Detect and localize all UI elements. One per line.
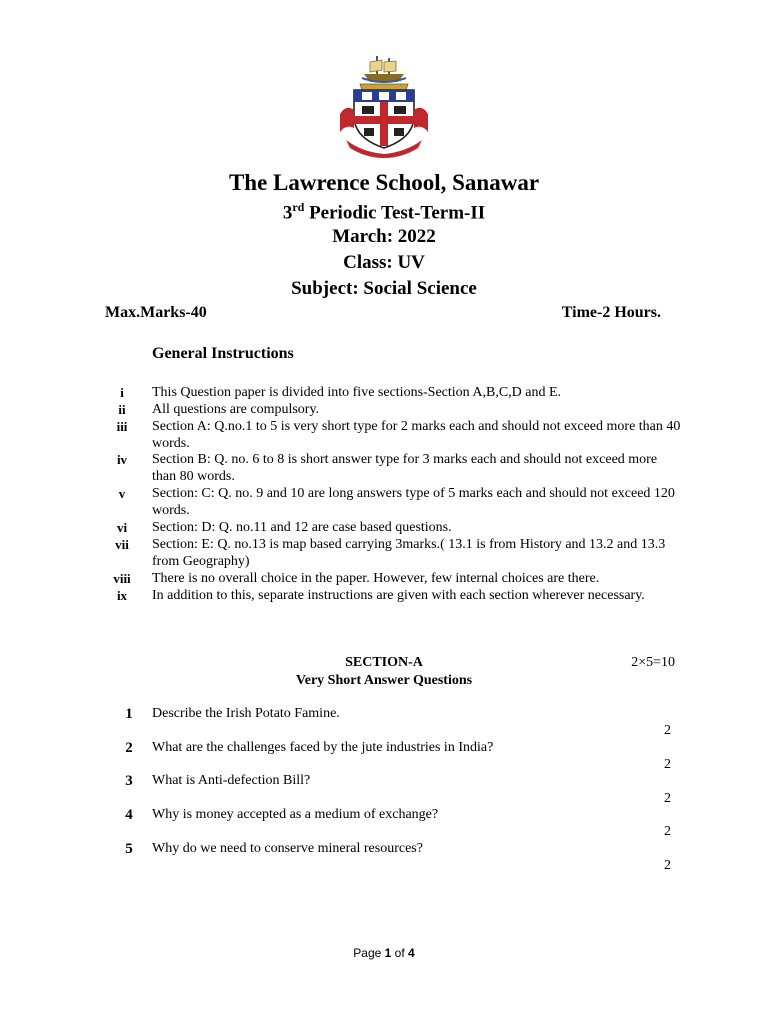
instruction-text: There is no overall choice in the paper. However, few internal choices are there. bbox=[152, 571, 600, 586]
page-total: 4 bbox=[408, 946, 415, 960]
section-a-title: SECTION-A bbox=[345, 655, 423, 670]
instruction-number: ii bbox=[118, 402, 126, 417]
school-name: The Lawrence School, Sanawar bbox=[228, 170, 540, 195]
instruction-number: i bbox=[120, 385, 124, 400]
instruction-number: viii bbox=[113, 571, 131, 586]
question-text: Describe the Irish Potato Famine. bbox=[152, 706, 340, 721]
question-number: 4 bbox=[125, 807, 133, 823]
question-number: 5 bbox=[125, 841, 133, 857]
ship-icon bbox=[362, 56, 406, 82]
section-a-marks: 2×5=10 bbox=[631, 655, 675, 670]
test-ordinal: 3 bbox=[282, 202, 293, 224]
question-marks: 2 bbox=[664, 824, 671, 839]
test-name: Periodic Test-Term-II bbox=[304, 202, 486, 224]
test-date: March: 2022 bbox=[332, 226, 436, 247]
question-number: 1 bbox=[125, 706, 133, 722]
question-text: Why do we need to conserve mineral resources? bbox=[152, 841, 423, 856]
question-marks: 2 bbox=[664, 791, 671, 806]
instruction-text: All questions are compulsory. bbox=[152, 402, 320, 417]
question-text: Why is money accepted as a medium of exchange? bbox=[152, 807, 439, 822]
of-label: of bbox=[391, 946, 409, 960]
instruction-text: Section: D: Q. no.11 and 12 are case based questions. bbox=[152, 520, 452, 535]
test-title bbox=[0, 200, 768, 224]
question-marks: 2 bbox=[664, 858, 671, 873]
instruction-number: vi bbox=[116, 520, 128, 535]
section-a-subtitle: Very Short Answer Questions bbox=[295, 673, 473, 688]
max-marks: Max.Marks-40 bbox=[105, 304, 207, 321]
test-subject: Subject: Social Science bbox=[291, 278, 477, 299]
school-crest-logo bbox=[332, 54, 436, 158]
page-footer bbox=[0, 946, 768, 960]
page-number: 1 bbox=[384, 946, 392, 960]
instruction-text: In addition to this, separate instructions are given with each section wherever necessary. bbox=[152, 588, 645, 603]
instruction-number: iii bbox=[116, 419, 128, 434]
page-label: Page bbox=[353, 946, 385, 960]
instruction-text: Section B: Q. no. 6 to 8 is short answer type for 3 marks each and should not exceed more than 80 words. bbox=[152, 452, 658, 484]
instruction-number: vii bbox=[115, 537, 129, 552]
instruction-number: ix bbox=[116, 588, 128, 603]
time-allowed: Time-2 Hours. bbox=[561, 304, 661, 321]
question-number: 3 bbox=[125, 773, 133, 789]
general-instructions-heading: General Instructions bbox=[152, 345, 294, 362]
question-marks: 2 bbox=[664, 757, 671, 772]
question-number: 2 bbox=[125, 740, 133, 756]
instruction-text: Section: C: Q. no. 9 and 10 are long answers type of 5 marks each and should not exceed 120 words. bbox=[152, 486, 675, 518]
question-text: What is Anti-defection Bill? bbox=[152, 773, 311, 788]
instruction-text: Section: E: Q. no.13 is map based carrying 3marks.( 13.1 is from History and 13.2 and 13.3 from Geography) bbox=[152, 537, 666, 569]
instruction-number: iv bbox=[116, 452, 128, 467]
test-ordinal-suffix: rd bbox=[292, 200, 305, 214]
question-text: What are the challenges faced by the jute industries in India? bbox=[152, 740, 494, 755]
test-class: Class: UV bbox=[343, 252, 425, 273]
instruction-number: v bbox=[118, 486, 126, 501]
question-marks: 2 bbox=[664, 723, 671, 738]
instruction-text: This Question paper is divided into five sections-Section A,B,C,D and E. bbox=[152, 385, 562, 400]
instruction-text: Section A: Q.no.1 to 5 is very short type for 2 marks each and should not exceed more than 40 words. bbox=[152, 419, 681, 451]
